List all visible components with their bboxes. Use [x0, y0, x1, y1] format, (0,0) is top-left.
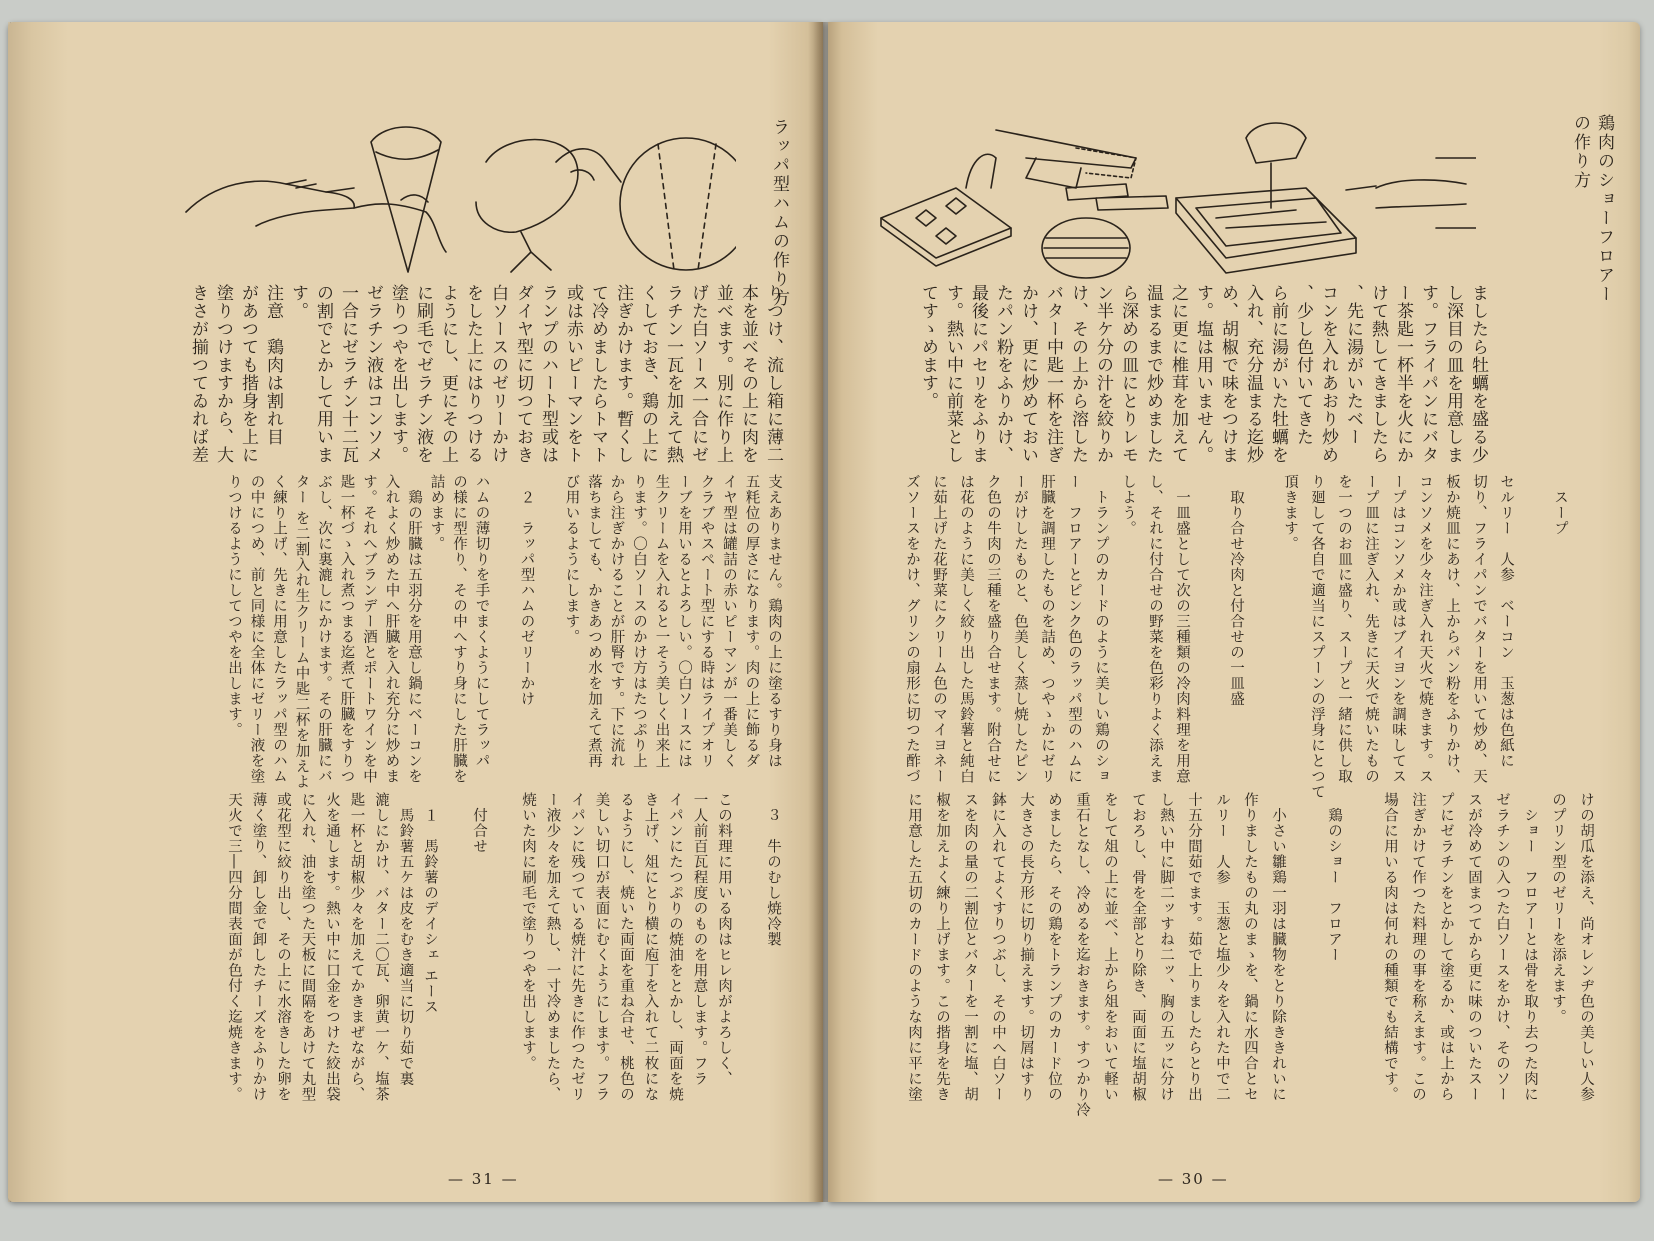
left-lower-column: 一人前百瓦程度のものを用意します。フラ — [691, 792, 708, 1087]
left-middle-column: す。それへブランデー酒とポートワインを中 — [361, 474, 377, 784]
left-upper-column: きさが揃つてゐれば差 — [188, 284, 208, 464]
left-lower-column: 或花型に絞り出し、その上に水溶きした卵を — [275, 792, 291, 1102]
left-upper-column: 白ソースのゼリーかけ — [488, 284, 508, 464]
left-middle-column: 五粍位の厚さになります。肉の上に飾るダ — [743, 474, 760, 769]
left-upper-column: げた白ソース一合にゼ — [688, 284, 708, 464]
right-lower-column: 場合に用いる肉は何れの種類でも結構です。 — [1382, 792, 1398, 1102]
left-middle-column: クラブやスペート型にする時はライプオリ — [698, 474, 715, 769]
left-lower-column: に入れ、油を塗つた天板に間隔をあけて丸型 — [299, 792, 316, 1102]
left-lower-text — [222, 792, 786, 1122]
right-middle-column: を一つのお皿に盛り、スープと一緒に供し取 — [1336, 474, 1352, 784]
left-upper-column: があつても揩身を上に — [238, 284, 258, 464]
right-upper-column: ー茶匙一杯半を火にか — [1393, 284, 1413, 464]
left-middle-column: ハムの薄切りを手でまくようにしてラッパ — [473, 474, 490, 769]
left-lower-column: この料理に用いる肉はヒレ肉がよろしく、 — [716, 792, 732, 1087]
left-lower-column: 薄く塗り、卸し金で卸したチーズをふりかけ — [250, 792, 267, 1102]
right-middle-column: 一皿盛として次の三種類の冷肉料理を用意 — [1174, 474, 1190, 784]
left-lower-column: ー液少々を加えて熱し、一寸冷めましたら、 — [544, 792, 561, 1102]
right-middle-column: し、それに付合せの野菜を色彩りよく添えま — [1147, 474, 1163, 784]
left-upper-column: をした上にはりつける — [463, 284, 483, 464]
right-middle-column: 頂きます。 — [1282, 474, 1298, 552]
right-middle-column: ープはコンソメか或はブイヨンを調味してス — [1390, 474, 1406, 784]
left-middle-column: ります。〇白ソースのかけ方はたつぷり上 — [631, 474, 647, 769]
right-lower-column: ルリー 人参 玉葱と塩少々を入れた中で二 — [1214, 792, 1230, 1102]
left-upper-column: 注ぎかけます。暫くし — [613, 284, 633, 464]
left-lower-column: 付合せ — [471, 792, 487, 854]
left-lower-column: 天火で三―四分間表面が色付く迄焼きます。 — [226, 792, 242, 1102]
left-upper-column: 注意 鶏肉は割れ目 — [263, 284, 283, 446]
right-upper-column: たパン粉をふりかけ、 — [993, 284, 1013, 464]
right-middle-column: に茹上げた花野菜にクリーム色のマイヨネー — [931, 474, 947, 784]
right-middle-column: セルリー 人参 ベーコン 玉葱は色紙に — [1498, 474, 1514, 769]
right-lower-column: 重石となし、冷めるを迄おきます。すつかり冷 — [1074, 792, 1090, 1118]
right-lower-column: し熱い中に脚二ッすね二ッ、胸の五ッに分け — [1158, 792, 1174, 1102]
left-lower-column: き上げ、俎にとり横に庖丁を入れて二枚にな — [642, 792, 659, 1102]
right-upper-column: 温まるまで炒めました — [1143, 284, 1163, 464]
right-page — [828, 22, 1640, 1202]
left-middle-column: りつけるようにしてつやを出します。 — [226, 474, 242, 738]
left-upper-column: 一合にゼラチン十二瓦 — [338, 284, 358, 464]
right-lower-column: 小さい雛鶏一羽は臓物をとり除ききれいに — [1270, 792, 1286, 1102]
right-upper-column: てすゝめます。 — [918, 284, 938, 410]
right-lower-column: 鶏のショー フロアー — [1326, 792, 1342, 963]
right-upper-column: 入れ、充分温まる迄炒 — [1243, 284, 1263, 464]
left-upper-column: ダイヤ型に切つておき — [513, 284, 533, 464]
left-lower-column: 匙一杯と胡椒少々を加えてかきまぜながら、 — [348, 792, 365, 1102]
right-lower-text — [900, 792, 1600, 1122]
left-upper-column: ようにし、更にその上 — [438, 284, 458, 464]
left-upper-column: す。 — [288, 284, 308, 320]
left-middle-column: から注ぎかけることが肝腎です。下に流れ — [608, 474, 625, 769]
right-lower-column: 作りましたもの丸のまゝを、鍋に水四合とセ — [1242, 792, 1258, 1102]
right-lower-column: スを肉の量の二割位とバターを一割に塩、胡 — [962, 792, 978, 1102]
right-upper-column: す。熱い中に前菜とし — [943, 284, 963, 464]
right-upper-column: 之に更に椎茸を加えて — [1168, 284, 1188, 464]
left-middle-column: 落ちましても、かきあつめ水を加えて煮再 — [586, 474, 602, 769]
right-upper-column: す。塩は用いません。 — [1193, 284, 1213, 464]
left-upper-column: ランプのハート型或は — [538, 284, 558, 464]
right-middle-column: 板か焼皿にあけ、上からパン粉をふりかけ、 — [1444, 474, 1460, 784]
right-middle-column: コンソメを少々注ぎ入れ天火で焼きます。ス — [1417, 474, 1433, 784]
left-middle-column: の中につめ、前と同様に全体にゼリー液を塗 — [248, 474, 265, 784]
right-lower-column: プにゼラチンをとかして塗るか、或は上から — [1438, 792, 1454, 1102]
right-middle-column: ープ皿に注ぎ入れ、先きに天火で焼いたもの — [1363, 474, 1379, 784]
right-upper-column: ら深めの皿にとりレモ — [1118, 284, 1138, 464]
right-middle-column: り廻して各自で適当にスプーンの浮身にとつて — [1309, 474, 1325, 800]
right-lower-column: ゼラチンの入つた白ソースをかけ、そのソー — [1494, 792, 1510, 1102]
right-lower-column: 椒を加えよく練り上げます。この揩身を先き — [934, 792, 950, 1102]
right-upper-column: かけ、更に炒めておい — [1018, 284, 1038, 464]
right-lower-column: のプリン型のゼリーを添えます。 — [1550, 792, 1566, 1025]
left-middle-column: 支えありません。鶏肉の上に塗るすり身は — [766, 474, 782, 769]
left-upper-column: くしておき、鶏の上に — [638, 284, 658, 464]
left-middle-column: く練り上げ、先きに用意したラッパ型のハム — [271, 474, 287, 784]
left-upper-column: 本を並べその上に肉を — [738, 284, 758, 464]
right-middle-column: ーがけしたものと、色美しく蒸し焼したピン — [1012, 474, 1028, 784]
right-upper-column: ましたら牡蠣を盛る少 — [1468, 284, 1488, 464]
left-middle-column: の様に型作り、その中へすり身にした肝臓を — [451, 474, 467, 784]
right-upper-column: ら前に湯がいた牡蠣を — [1268, 284, 1288, 464]
right-upper-text — [915, 284, 1490, 464]
right-upper-column: けて熱してきましたら — [1368, 284, 1388, 464]
left-lower-column: 火を通します。熱い中に口金をつけた絞出袋 — [324, 792, 340, 1102]
right-lower-column: けの胡瓜を添え、尚オレンヂ色の美しい人参 — [1578, 792, 1594, 1102]
left-upper-column: りつけ、流し箱に薄二 — [763, 284, 783, 464]
left-middle-column: 匙一杯づゝ入れ煮つまる迄煮て肝臓をすりつ — [338, 474, 355, 784]
ham-cone-illustration — [176, 122, 736, 282]
right-middle-column: ー フロアーとピンク色のラッパ型のハムに — [1066, 474, 1082, 784]
right-lower-column: 大きさの長方形に切り揃えます。切屑はすり — [1018, 792, 1034, 1102]
right-upper-column: し深目の皿を用意しま — [1443, 284, 1463, 464]
right-middle-column: は花のように美しく絞り出した馬鈴薯と純白 — [958, 474, 974, 784]
right-upper-column: め、胡椒で味をつけま — [1218, 284, 1238, 464]
right-middle-column: 肝臓を調理したものを詰め、つやゝかにゼリ — [1039, 474, 1055, 784]
right-upper-column: ン半ケ分の汁を絞りか — [1093, 284, 1113, 464]
left-upper-text — [185, 284, 785, 464]
right-middle-column: ク色の牛肉の三種を盛り合せます。附合せに — [985, 474, 1001, 784]
left-page — [8, 22, 823, 1202]
right-middle-column: トランプのカードのように美しい鶏のショ — [1093, 474, 1109, 784]
left-upper-column: 塗りつやを出します。 — [388, 284, 408, 464]
right-upper-column: 、先に湯がいたベー — [1343, 284, 1363, 446]
left-lower-column: 焼いた肉に刷毛で塗りつやを出します。 — [520, 792, 536, 1071]
right-lower-column: に用意した五切のカードのような肉に平に塗 — [906, 792, 922, 1102]
left-upper-column: て冷めましたらトマト — [588, 284, 608, 464]
left-upper-column: に刷毛でゼラチン液を — [413, 284, 433, 464]
left-middle-column: 入れよく炒めた中へ肝臓を入れ充分に炒めま — [383, 474, 400, 784]
right-upper-column: バター中匙一杯を注ぎ — [1043, 284, 1063, 464]
right-lower-column: ショー フロアーとは骨を取り去つた肉に — [1522, 792, 1538, 1102]
right-lower-column: 注ぎかけて作つた料理の事を称えます。この — [1410, 792, 1426, 1102]
right-middle-column: 切り、フライパンでバターを用いて炒め、天 — [1471, 474, 1487, 784]
left-middle-column: 鶏の肝臓は五羽分を用意し鍋にベーコンを — [406, 474, 422, 784]
left-middle-column: 生クリームを入れると一そう美しく出来上 — [653, 474, 670, 769]
left-lower-column: 漉しにかけ、バター二〇瓦、卵黄一ケ、塩茶 — [373, 792, 389, 1102]
left-upper-column: 或は赤いピーマンをト — [563, 284, 583, 464]
right-upper-column: コンを入れあおり炒め — [1318, 284, 1338, 464]
right-lower-column: スが冷めて固まつてから更に味のついたスー — [1466, 792, 1482, 1102]
left-lower-column: １ 馬鈴薯のデイシェ エース — [422, 792, 438, 1015]
left-middle-column: 詰めます。 — [428, 474, 445, 552]
right-upper-column: す。フライパンにバタ — [1418, 284, 1438, 464]
right-lower-column: をして俎の上に並べ、上から俎をおいて軽い — [1102, 792, 1118, 1102]
left-upper-column: 塗りつけますから、大 — [213, 284, 233, 464]
page-number-30: — 30 — — [1158, 1170, 1229, 1188]
left-upper-column: の割でとかして用いま — [313, 284, 333, 464]
book-spread — [8, 8, 1640, 1228]
left-middle-column: イヤ型は罐詰の赤いピーマンが一番美しく — [721, 474, 737, 769]
left-middle-column: ２ ラッパ型ハムのゼリーかけ — [518, 474, 535, 707]
right-lower-column: ておろし、骨を全部とり除き、両面に塩胡椒 — [1130, 792, 1146, 1102]
left-middle-text — [223, 474, 786, 790]
right-lower-column: 鉢に入れてよくすりつぶし、その中へ白ソー — [990, 792, 1006, 1102]
right-lower-column: 十五分間茹でます。茹で上りましたらとり出 — [1186, 792, 1202, 1102]
right-middle-column: しよう。 — [1120, 474, 1136, 536]
left-middle-column: ぶし、次に裏漉しにかけます。その肝臓にバ — [316, 474, 332, 784]
left-lower-column: ３ 牛のむし焼冷製 — [765, 792, 781, 947]
right-middle-column: 取り合せ冷肉と付合せの一皿盛 — [1228, 474, 1244, 707]
left-lower-column: るようにし、焼いた両面を重ね合せ、桃色の — [618, 792, 634, 1102]
left-lower-column: 馬鈴薯五ケは皮をむき適当に切り茹で裏 — [397, 792, 414, 1087]
left-illustration-caption: ラッパ型ハムの作り方 — [769, 118, 789, 308]
right-upper-column: け、その上から溶した — [1068, 284, 1088, 464]
left-upper-column: ラチン一瓦を加えて熱 — [663, 284, 683, 464]
left-middle-column: び用いるようにします。 — [563, 474, 580, 645]
left-middle-column: ーブを用いるとよろしい。〇白ソースには — [676, 474, 692, 769]
left-lower-column: 美しい切口が表面にむくようにします。フラ — [593, 792, 610, 1102]
left-lower-column: イパンに残つている焼汁に先きに作つたゼリ — [569, 792, 585, 1102]
left-upper-column: 並べます。別に作り上 — [713, 284, 733, 464]
chicken-chaudfroid-illustration — [876, 118, 1476, 288]
left-middle-column: ター を二割入れ生クリーム中匙二杯を加えよ — [293, 474, 310, 790]
right-upper-column: 、少し色付いてきた — [1293, 284, 1313, 446]
caption-line-2: の作り方 — [1570, 114, 1590, 190]
right-illustration-caption — [1568, 114, 1616, 304]
right-upper-column: 最後にパセリをふりま — [968, 284, 988, 464]
right-middle-column: ズソースをかけ、グリンの扇形に切つた酢づ — [904, 474, 920, 784]
right-lower-column: めましたら、その鶏をトランプのカード位の — [1046, 792, 1062, 1102]
right-middle-text — [898, 474, 1600, 800]
right-middle-column: スープ — [1552, 474, 1568, 536]
page-number-31: — 31 — — [448, 1170, 519, 1188]
caption-line-1: 鶏肉のショーフロアー — [1594, 114, 1614, 304]
left-upper-column: ゼラチン液はコンソメ — [363, 284, 383, 464]
left-lower-column: イパンにたつぷりの焼油をとかし、両面を焼 — [667, 792, 683, 1102]
